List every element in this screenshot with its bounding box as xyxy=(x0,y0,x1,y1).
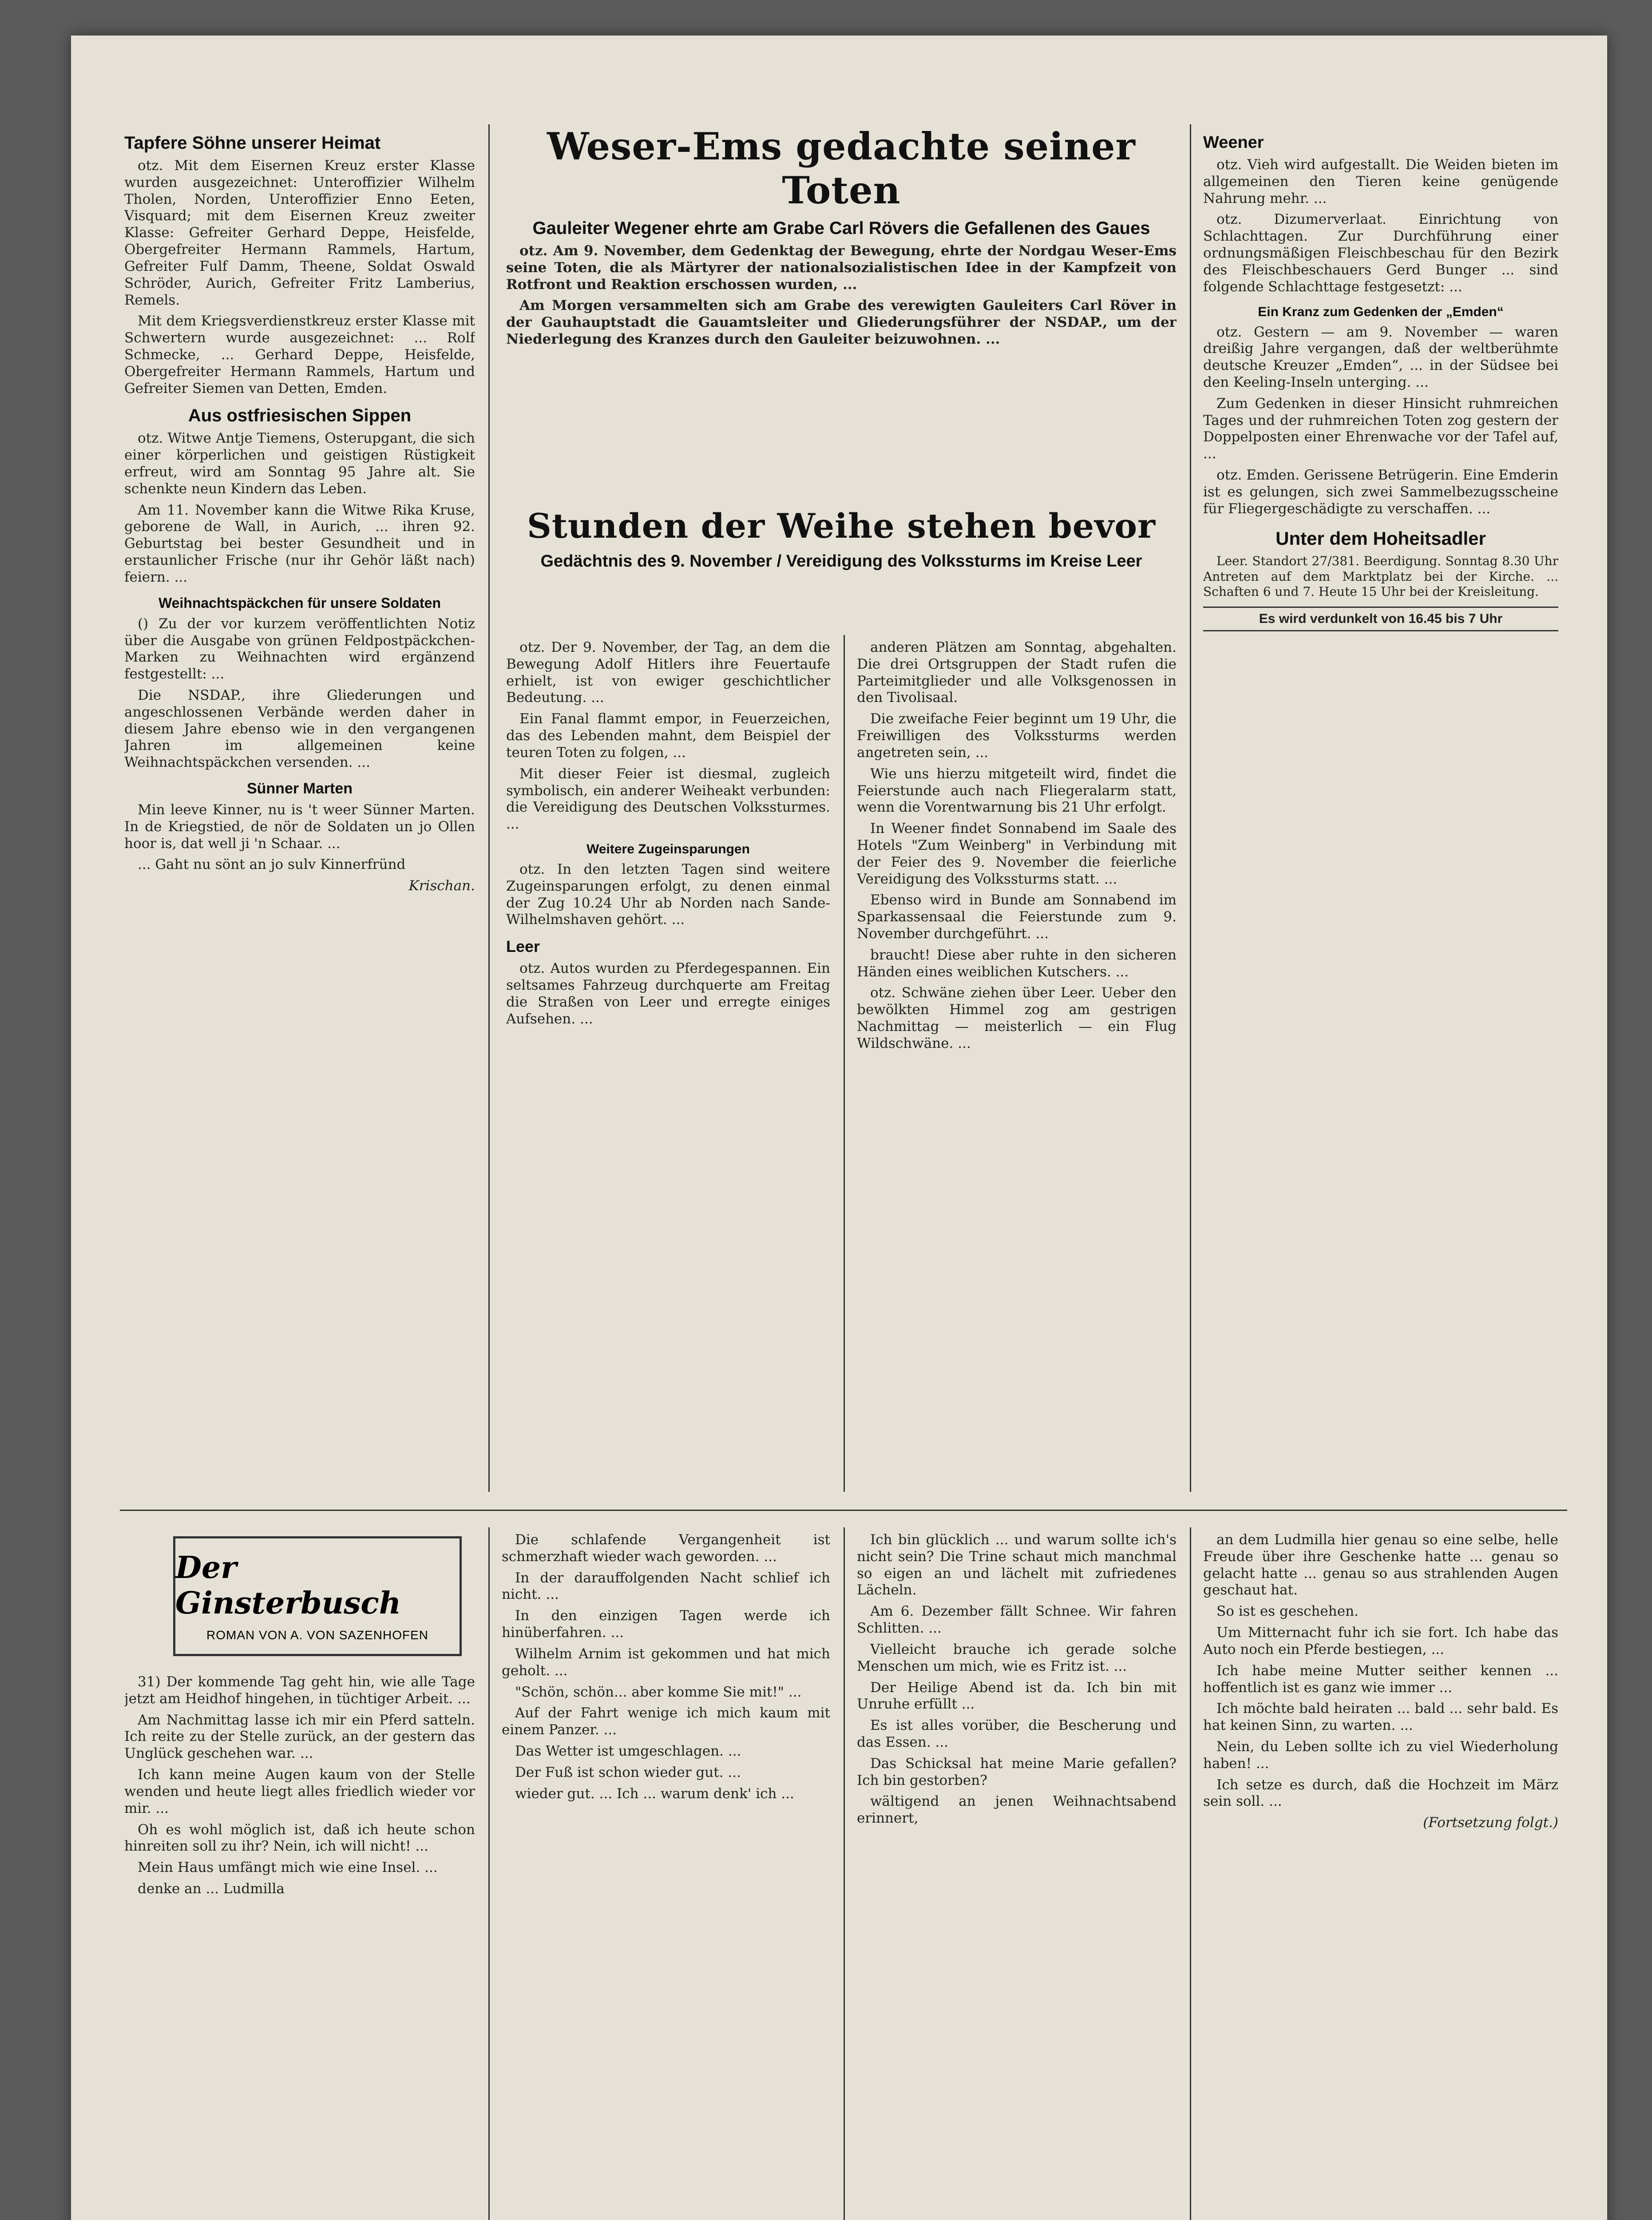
section-rule xyxy=(120,1510,1567,1511)
article-paragraph: Leer. Standort 27/381. Beerdigung. Sonntag 8.30 Uhr Antreten auf dem Marktplatz bei der Kirche. ... Schaften 6 und 7. Heute 15 Uhr bei der Kreisleitung. xyxy=(1203,554,1558,599)
novel-paragraph: 31) Der kommende Tag geht hin, wie alle Tage jetzt am Heidhof hingehen, in tüchtiger Arbeit. ... xyxy=(124,1674,475,1707)
signature: Krischan. xyxy=(408,878,475,894)
article-paragraph: Die NSDAP., ihre Gliederungen und angeschlossenen Verbände werden daher in diesem Jahre ebenso wie in den vergangenen Jahren im allgemeinen keine Weihnachtspäckchen versenden. ... xyxy=(124,687,475,771)
subheadline: Gauleiter Wegener ehrte am Grabe Carl Rövers die Gefallenen des Gaues xyxy=(532,218,1150,238)
article-paragraph: Mit dem Kriegsverdienstkreuz erster Klasse mit Schwertern wurde ausgezeichnet: ... Rolf Schmecke, ... Gerhard Deppe, Heisfelde, Obergefreiter Hermann Rammels, Hartum und Gefreiter Siemen van Detten, Emden. xyxy=(124,313,475,396)
novel-paragraph: Ich kann meine Augen kaum von der Stelle wenden und heute liegt alles friedlich wieder vor mir. ... xyxy=(124,1767,475,1816)
novel-column-2 xyxy=(502,1532,830,2220)
novel-paragraph: wieder gut. ... Ich ... warum denk' ich ... xyxy=(515,1785,794,1802)
novel-paragraph: Wilhelm Arnim ist gekommen und hat mich geholt. ... xyxy=(502,1645,830,1679)
novel-title-box xyxy=(173,1536,462,1656)
center-column-b xyxy=(857,639,1177,1483)
novel-paragraph: Oh es wohl möglich ist, daß ich heute schon hinreiten soll zu ihr? Nein, ich will nicht! ... xyxy=(124,1821,475,1855)
novel-paragraph: "Schön, schön... aber komme Sie mit!" ... xyxy=(515,1684,802,1700)
article-paragraph: In Weener findet Sonnabend im Saale des Hotels "Zum Weinberg" in Verbindung mit der Feier des 9. November die feierliche Vereidigung des Volkssturms statt. ... xyxy=(857,821,1177,887)
article-paragraph: otz. Gestern — am 9. November — waren dreißig Jahre vergangen, daß der weltberühmte deutsche Kreuzer „Emden“, ... in der Südsee bei den Keeling-Inseln unterging. ... xyxy=(1203,324,1558,390)
article-paragraph: Mit dieser Feier ist diesmal, zugleich symbolisch, ein anderer Weiheakt verbunden: die Vereidigung des Deutschen Volkssturmes. ... xyxy=(506,765,830,832)
novel-paragraph: Um Mitternacht fuhr ich sie fort. Ich habe das Auto noch ein Pferde bestiegen, ... xyxy=(1203,1625,1558,1657)
article-paragraph: Min leeve Kinner, nu is 't weer Sünner Marten. In de Kriegstied, de nör de Soldaten un jo Ollen hoor is, dat well ji 'n Schaar. ... xyxy=(124,802,475,852)
article-paragraph: otz. Vieh wird aufgestallt. Die Weiden bieten im allgemeinen den Tieren keine genügende Nahrung mehr. ... xyxy=(1203,157,1558,206)
article-title: Tapfere Söhne unserer Heimat xyxy=(124,133,381,153)
article-paragraph: otz. In den letzten Tagen sind weitere Zugeinsparungen erfolgt, zu denen einmal der Zug 10.24 Uhr ab Norden nach Sande-Wilhelmshaven gehört. ... xyxy=(506,861,830,928)
article-paragraph: Die zweifache Feier beginnt um 19 Uhr, die Freiwilligen des Volkssturms werden angetreten sein, ... xyxy=(857,711,1177,761)
headline: Weser-Ems gedachte seiner Toten xyxy=(547,124,1136,212)
novel-paragraph: Am 6. Dezember fällt Schnee. Wir fahren Schlitten. ... xyxy=(857,1603,1177,1637)
article-title: Weener xyxy=(1203,133,1264,152)
article-paragraph: otz. Dizumerverlaat. Einrichtung von Schlachttagen. Zur Durchführung einer ordnungsmäßigen Fleischbeschau für den Bezirk des Fleischbeschauers Gerd Bunger ... sind folgende Schlachttage festgesetzt: ... xyxy=(1203,211,1558,295)
article-title: Leer xyxy=(506,937,540,956)
article-paragraph: anderen Plätzen am Sonntag, abgehalten. Die drei Ortsgruppen der Stadt rufen die Parteimitglieder und alle Volksgenossen in den Tivolisaal. xyxy=(857,639,1177,706)
novel-paragraph: So ist es geschehen. xyxy=(1216,1603,1359,1620)
column-rule xyxy=(1190,1527,1191,2220)
article-title: Aus ostfriesischen Sippen xyxy=(188,406,412,426)
column-rule xyxy=(1190,124,1191,1492)
article-paragraph: ... Gaht nu sönt an jo sulv Kinnerfründ xyxy=(138,856,406,873)
newspaper-page xyxy=(71,36,1607,2220)
novel-paragraph: Nein, du Leben sollte ich zu viel Wiederholung haben! ... xyxy=(1203,1738,1558,1772)
novel-column-1 xyxy=(124,1674,475,2220)
article-paragraph: otz. Mit dem Eisernen Kreuz erster Klasse wurden ausgezeichnet: Unteroffizier Wilhelm Tholen, Norden, Unteroffizier Enno Eeten, Visquard; mit dem Eisernen Kreuz zweiter Klasse: Gefreiter Gerhard Deppe, Heisfelde, Obergefreiter Hermann Rammels, Hartum, Gefreiter Fulf Damm, Theene, Soldat Oswald Schröder, Aurich, Gefreiter Fritz Lamberius, Remels. xyxy=(124,158,475,308)
center-column-a xyxy=(506,639,830,1483)
novel-paragraph: In den einzigen Tagen werde ich hinüberfahren. ... xyxy=(502,1608,830,1641)
column-rule xyxy=(488,124,490,1492)
article-paragraph: Ebenso wird in Bunde am Sonnabend im Sparkassensaal die Feierstunde zum 9. November durchgeführt. ... xyxy=(857,892,1177,942)
novel-paragraph: an dem Ludmilla hier genau so eine selbe, helle Freude über ihre Geschenke hatte ... genau so gelacht hatte ... genau so aus strahlenden Augen geschaut hat. xyxy=(1203,1532,1558,1598)
novel-paragraph: Ich bin glücklich ... und warum sollte ich's nicht sein? Die Trine schaut mich manchmal so eigen an und lächelt mit zufriedenes Lächeln. xyxy=(857,1532,1177,1598)
article-title: Weitere Zugeinsparungen xyxy=(586,841,750,856)
novel-column-3 xyxy=(857,1532,1177,2220)
novel-paragraph: Der Fuß ist schon wieder gut. ... xyxy=(515,1764,741,1780)
novel-paragraph: Es ist alles vorüber, die Bescherung und das Essen. ... xyxy=(857,1717,1177,1750)
article-paragraph: otz. Am 9. November, dem Gedenktag der Bewegung, ehrte der Nordgau Weser-Ems seine Toten, die als Märtyrer der nationalsozialistischen Idee in der Kampfzeit von Rotfront und Reaktion erschossen wurden, ... xyxy=(506,243,1177,293)
column-rule xyxy=(844,1527,845,2220)
novel-paragraph: Mein Haus umfängt mich wie eine Insel. ... xyxy=(138,1859,438,1876)
novel-paragraph: Ich möchte bald heiraten ... bald ... sehr bald. Es hat keinen Sinn, zu warten. ... xyxy=(1203,1701,1558,1734)
article-title: Unter dem Hoheitsadler xyxy=(1276,528,1486,549)
article-paragraph: Am 11. November kann die Witwe Rika Kruse, geborene de Wall, in Aurich, ... ihren 92. Geburtstag bei bester Gesundheit und in erstaunlicher Frische (nur ihr Gehör läßt nach) feiern. ... xyxy=(124,502,475,585)
blackout-notice: Es wird verdunkelt von 16.45 bis 7 Uhr xyxy=(1203,607,1558,631)
article-paragraph: Am Morgen versammelten sich am Grabe des verewigten Gauleiters Carl Röver in der Gauhauptstadt die Gauamtsleiter und Gliederungsführer der NSDAP., um der Niederlegung des Kranzes durch den Gauleiter beizuwohnen. ... xyxy=(506,297,1177,348)
novel-paragraph: Das Wetter ist umgeschlagen. ... xyxy=(515,1743,741,1759)
center-second-header xyxy=(506,506,1177,630)
article-paragraph: otz. Witwe Antje Tiemens, Osterupgant, die sich einer körperlichen und geistigen Rüstigkeit erfreut, wird am Sonntag 95 Jahre alt. Sie schenkte neun Kindern das Leben. xyxy=(124,430,475,497)
novel-paragraph: Der Heilige Abend ist da. Ich bin mit Unruhe erfüllt ... xyxy=(857,1679,1177,1713)
novel-paragraph: wältigend an jenen Weihnachtsabend erinnert, xyxy=(857,1793,1177,1827)
novel-paragraph: Das Schicksal hat meine Marie gefallen? Ich bin gestorben? xyxy=(857,1755,1177,1788)
novel-title: Der Ginsterbusch xyxy=(175,1550,401,1621)
article-paragraph: otz. Emden. Gerissene Betrügerin. Eine Emderin ist es gelungen, sich zwei Sammelbezugsscheine für Fliegergeschädigte zu verschaffen. ... xyxy=(1203,467,1558,517)
novel-paragraph: Ich habe meine Mutter seither kennen ... hoffentlich ist es ganz wie immer ... xyxy=(1203,1662,1558,1696)
article-paragraph: Wie uns hierzu mitgeteilt wird, findet die Feierstunde auch nach Fliegeralarm statt, wenn die Vorentwarnung bis 21 Uhr erfolgt. xyxy=(857,765,1177,816)
article-paragraph: Ein Fanal flammt empor, in Feuerzeichen, das des Lebenden mahnt, dem Beispiel der teuren Toten zu folgen, ... xyxy=(506,711,830,761)
left-column xyxy=(124,133,475,1501)
novel-column-4 xyxy=(1203,1532,1558,2220)
continued-note: (Fortsetzung folgt.) xyxy=(1423,1815,1558,1831)
novel-paragraph: Vielleicht brauche ich gerade solche Menschen um mich, wie es Fritz ist. ... xyxy=(857,1641,1177,1674)
headline: Stunden der Weihe stehen bevor xyxy=(527,506,1156,546)
subheadline: Gedächtnis des 9. November / Vereidigung des Volkssturms im Kreise Leer xyxy=(540,552,1142,571)
article-paragraph: otz. Schwäne ziehen über Leer. Ueber den bewölkten Himmel zog am gestrigen Nachmittag — meisterlich — ein Flug Wildschwäne. ... xyxy=(857,985,1177,1051)
article-title: Weihnachtspäckchen für unsere Soldaten xyxy=(158,595,441,611)
article-paragraph: otz. Der 9. November, der Tag, an dem die Bewegung Adolf Hitlers ihre Feuertaufe erhielt, ist von ewiger geschichtlicher Bedeutung. ... xyxy=(506,639,830,706)
article-paragraph: braucht! Diese aber ruhte in den sicheren Händen eines weiblichen Kutschers. ... xyxy=(857,947,1177,980)
article-paragraph: Zum Gedenken in dieser Hinsicht ruhmreichen Tages und der ruhmreichen Toten zog gestern der Doppelposten einer Ehrenwache vor der Tafel auf, ... xyxy=(1203,395,1558,462)
novel-author: ROMAN VON A. VON SAZENHOFEN xyxy=(206,1628,428,1642)
article-title: Sünner Marten xyxy=(246,780,353,797)
novel-paragraph: Auf der Fahrt wenige ich mich kaum mit einem Panzer. ... xyxy=(502,1705,830,1738)
novel-paragraph: In der darauffolgenden Nacht schlief ich nicht. ... xyxy=(502,1570,830,1603)
article-paragraph: otz. Autos wurden zu Pferdegespannen. Ein seltsames Fahrzeug durchquerte am Freitag die Straßen von Leer und erregte einiges Aufsehen. ... xyxy=(506,960,830,1027)
article-title: Ein Kranz zum Gedenken der „Emden“ xyxy=(1258,304,1504,319)
novel-paragraph: Am Nachmittag lasse ich mir ein Pferd satteln. Ich reite zu der Stelle zurück, an der gestern das Unglück geschehen war. ... xyxy=(124,1712,475,1762)
novel-paragraph: Die schlafende Vergangenheit ist schmerzhaft wieder wach geworden. ... xyxy=(502,1532,830,1565)
novel-paragraph: denke an ... Ludmilla xyxy=(138,1880,285,1897)
right-column xyxy=(1203,133,1558,1501)
column-rule xyxy=(844,635,845,1492)
column-rule xyxy=(488,1527,490,2220)
article-paragraph: () Zu der vor kurzem veröffentlichten Notiz über die Ausgabe von grünen Feldpostpäckchen-Marken zu Weihnachten wird ergänzend festgestellt: ... xyxy=(124,615,475,682)
novel-paragraph: Ich setze es durch, daß die Hochzeit im März sein soll. ... xyxy=(1203,1776,1558,1810)
